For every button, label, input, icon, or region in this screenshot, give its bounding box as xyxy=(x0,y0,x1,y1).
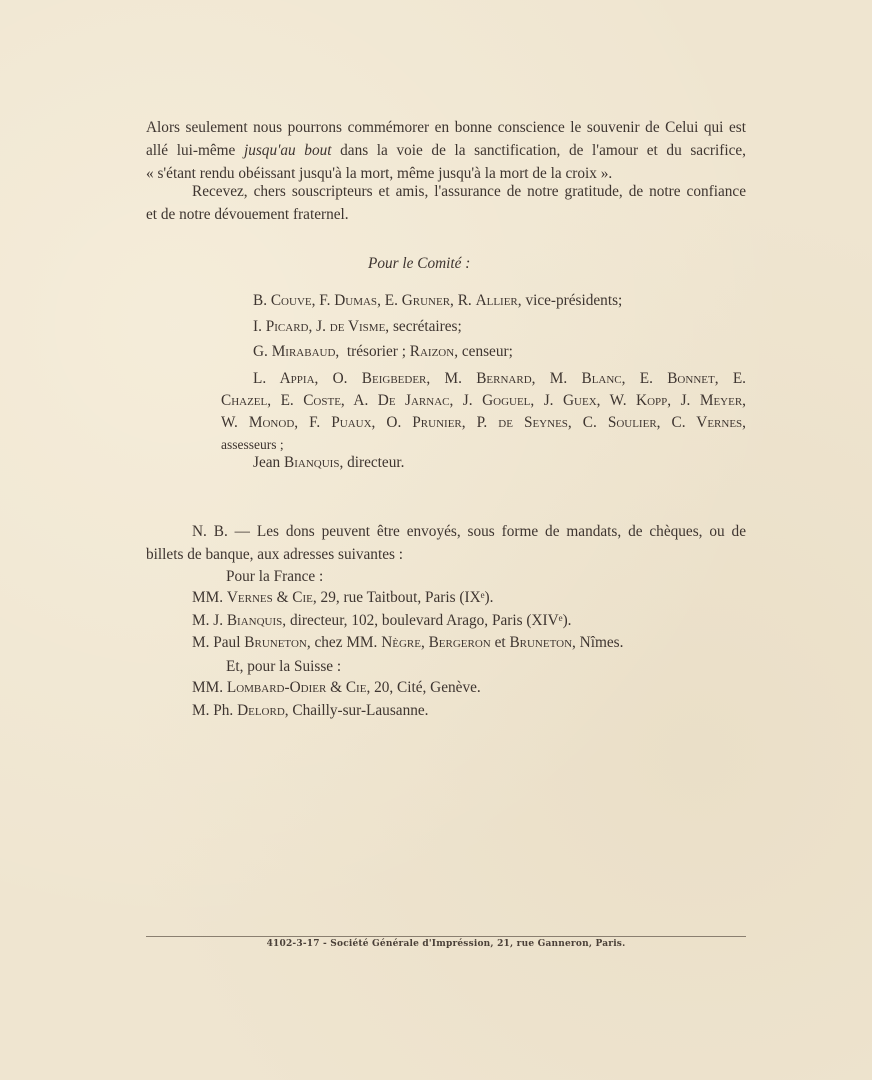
address-line xyxy=(192,589,493,607)
address-line xyxy=(192,634,623,652)
text-span: , Nîmes. xyxy=(572,634,624,651)
committee-director xyxy=(253,454,778,472)
committee-assessors xyxy=(221,368,746,456)
role-label: censeur; xyxy=(461,343,513,360)
text-span: allé lui-même xyxy=(146,142,244,159)
recipient-name: Bruneton xyxy=(509,634,573,651)
text-span: , chez MM. xyxy=(306,634,382,651)
recipient-name: Delord xyxy=(237,702,285,719)
member-name: Mirabaud xyxy=(271,343,336,360)
role-label: vice-présidents; xyxy=(525,292,623,309)
signature-heading: Pour le Comité : xyxy=(368,255,471,272)
nota-bene xyxy=(146,520,746,566)
printer-imprint: 4102-3-17 - Société Générale d'Impréssion, 21, rue Ganneron, Paris. xyxy=(266,939,626,949)
text-line: « s'étant rendu obéissant jusqu'à la mort, même jusqu'à la mort de la croix ». xyxy=(146,165,613,182)
text-span: M. Paul xyxy=(192,634,245,651)
committee-vice-presidents: B. Couve, F. Dumas, E. Gruner, R. Allier, vice-présidents; xyxy=(253,292,623,309)
member-name: Allier xyxy=(475,292,518,309)
member-name: Picard xyxy=(265,318,309,335)
initial: I. xyxy=(253,318,266,335)
text-span: , Chailly-sur-Lausanne. xyxy=(284,702,429,719)
committee-secretaries: I. Picard, J. de Visme, secrétaires; xyxy=(253,318,462,335)
text-span: , directeur, 102, boulevard Arago, Paris (XIVᵉ). xyxy=(282,612,572,629)
member-name: Couve xyxy=(270,292,312,309)
text-line: et de notre dévouement fraternel. xyxy=(146,206,349,223)
text-span: , 29, rue Taitbout, Paris (IXᵉ). xyxy=(312,589,494,606)
member-name: de Visme xyxy=(329,318,386,335)
member-name: Raizon xyxy=(409,343,455,360)
initial: R. xyxy=(457,292,476,309)
initial: B. xyxy=(253,292,271,309)
initial: G. xyxy=(253,343,272,360)
member-name: Dumas xyxy=(334,292,378,309)
initial: J. xyxy=(316,318,330,335)
text-line: Chazel, E. Coste, A. De Jarnac, J. Goguel, J. Guex, W. Kopp, J. Meyer, xyxy=(221,392,746,409)
text-span: , 20, Cité, Genève. xyxy=(366,679,481,696)
text-line: billets de banque, aux adresses suivantes : xyxy=(146,546,404,563)
text-line: L. Appia, O. Beigbeder, M. Bernard, M. Blanc, E. Bonnet, E. xyxy=(253,370,746,387)
committee-treasurer-censor: G. Mirabaud, trésorier ; Raizon, censeur; xyxy=(253,343,513,360)
initial: F. xyxy=(319,292,335,309)
text-line: Alors seulement nous pourrons commémorer en bonne conscience le souvenir de Celui qui est xyxy=(146,119,746,136)
recipient-name: Bruneton xyxy=(244,634,307,651)
recipient-name: Bianquis xyxy=(226,612,283,629)
recipient-name: Nègre, Bergeron xyxy=(381,634,491,651)
address-line xyxy=(192,702,428,720)
role-label: assesseurs ; xyxy=(221,437,284,452)
switzerland-heading: Et, pour la Suisse : xyxy=(226,658,342,675)
paragraph-closing xyxy=(146,116,746,185)
text-line: Recevez, chers souscripteurs et amis, l'assurance de notre gratitude, de notre confiance xyxy=(192,183,746,200)
role-label: trésorier ; xyxy=(346,343,406,360)
text-span: MM. xyxy=(192,589,227,606)
text-line: W. Monod, F. Puaux, O. Prunier, P. de Seynes, C. Soulier, C. Vernes, xyxy=(221,414,746,431)
role-label: , directeur. xyxy=(339,454,405,471)
france-heading: Pour la France : xyxy=(226,568,324,585)
member-name: Bianquis xyxy=(284,454,340,471)
address-line xyxy=(192,612,572,630)
role-label: secrétaires; xyxy=(392,318,462,335)
text-span: M. J. xyxy=(192,612,227,629)
text-span: MM. xyxy=(192,679,227,696)
text-span: et xyxy=(490,634,510,651)
emphasis-text: jusqu'au bout xyxy=(243,142,332,159)
text-line xyxy=(146,139,746,162)
initial: E. xyxy=(384,292,402,309)
text-span: M. Ph. xyxy=(192,702,238,719)
first-name: Jean xyxy=(253,454,285,471)
paragraph-thanks xyxy=(146,180,746,226)
text-span: dans la voie de la sanctification, de l'amour et du sacrifice, xyxy=(331,142,746,159)
text-line: N. B. — Les dons peuvent être envoyés, sous forme de mandats, de chèques, ou de xyxy=(192,523,746,540)
footer-divider xyxy=(146,936,746,937)
recipient-name: Lombard-Odier & Cie xyxy=(226,679,367,696)
recipient-name: Vernes & Cie xyxy=(226,589,313,606)
address-line xyxy=(192,679,481,697)
member-name: Gruner xyxy=(401,292,451,309)
